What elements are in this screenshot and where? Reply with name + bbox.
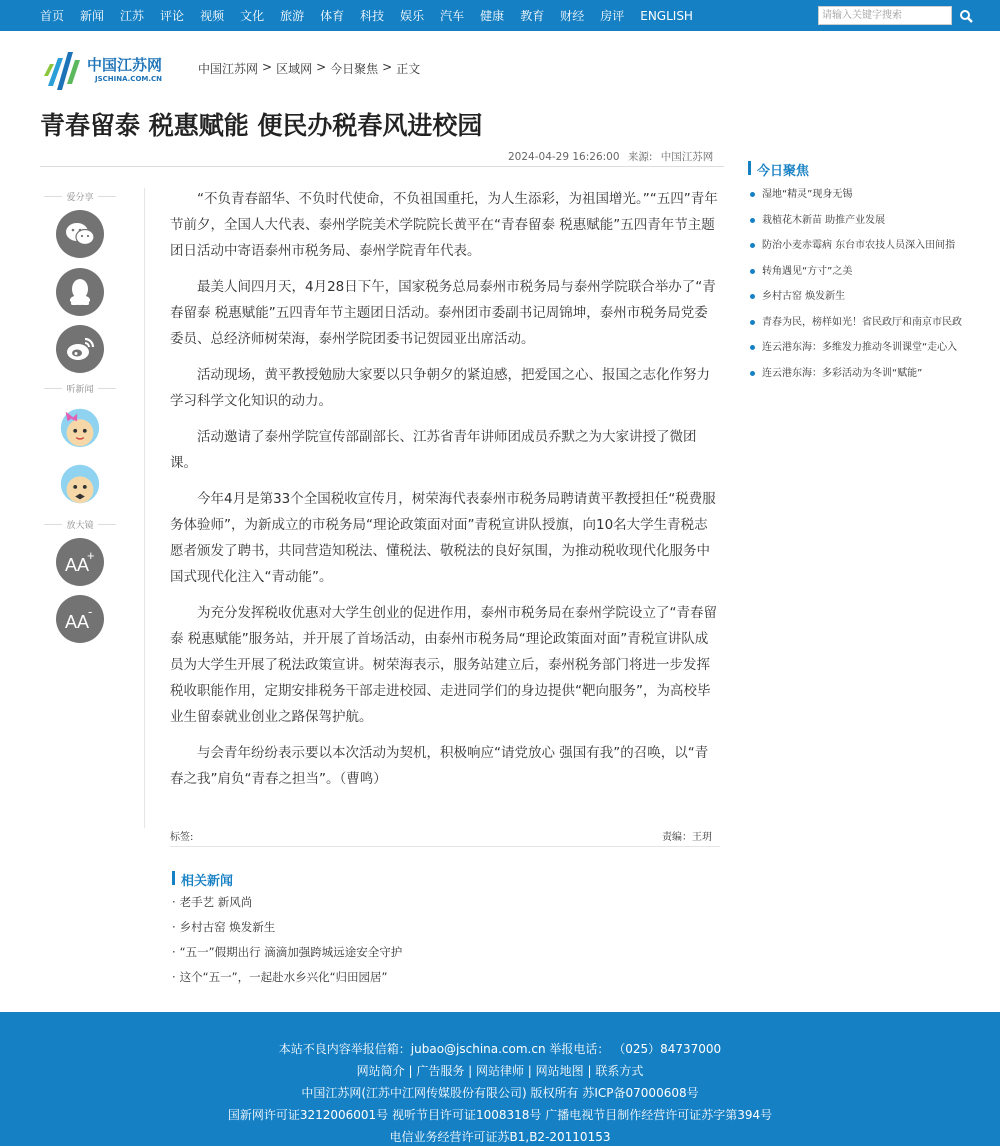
source-label: 来源: [627,151,653,163]
today-focus-item[interactable]: 湿地“精灵”现身无锡 [750,186,990,212]
article-paragraph: 最美人间四月天，4月28日下午，国家税务总局泰州市税务局与泰州学院联合举办了“青春留泰 税惠赋能”五四青年节主题团日活动。泰州团市委副书记周锦坤，泰州市税务局党委委员、总经济师树荣海，泰州学院团委书记贺园亚出席活动。 [170,279,716,347]
listen-label: 听新闻 [40,382,120,395]
footer-report-line: 本站不良内容举报信箱：jubao@jschina.com.cn 举报电话： （025）84737000 [278,1042,722,1056]
today-focus-item[interactable]: 防治小麦赤霉病 东台市农技人员深入田间指 [750,237,990,263]
related-news-item[interactable]: · 这个“五一”，一起赴水乡兴化“归田园居” [172,968,402,993]
article-paragraph: 活动现场，黄平教授勉励大家要以只争朝夕的紧迫感，把爱国之心、报国之志化作努力学习科学文化知识的动力。 [170,367,710,409]
logo-domain: JSCHINA.COM.CN [95,75,163,83]
breadcrumb-separator: > [262,60,273,74]
share-label: 爱分享 [40,190,120,203]
breadcrumb-focus[interactable]: 今日聚焦 [330,62,379,76]
article-paragraph: “不负青春韶华、不负时代使命，不负祖国重托，为人生添彩，为祖国增光。”“五四”青年节前夕，全国人大代表、泰州学院美术学院院长黄平在“青春留泰 税惠赋能”五四青年节主题团日活动中寄语泰州市税务局、泰州学院青年代表。 [170,191,718,259]
nav-item-travel[interactable]: 旅游 [280,9,305,23]
font-increase-icon [63,549,97,575]
wechat-icon [65,221,95,247]
listen-male-voice-button[interactable] [56,460,104,508]
logo-mark-icon [42,46,86,92]
article-paragraph: 与会青年纷纷表示要以本次活动为契机，积极响应“请党放心 强国有我”的召唤，以“青春之我”肩负“青春之担当”。（曹鸣） [170,745,709,787]
title-divider [40,166,724,167]
related-news-item[interactable]: · 老手艺 新风尚 [172,893,402,918]
article-paragraph: 今年4月是第33个全国税收宣传月，树荣海代表泰州市税务局聘请黄平教授担任“税费服务体验师”，为新成立的市税务局“理论政策面对面”青税宣讲队授旗，向10名大学生青税志愿者颁发了聘书，共同营造知税法、懂税法、敬税法的良好氛围，为推动税收现代化服务中国式现代化注入“青动能”。 [170,491,716,585]
footer-telecom-license: 电信业务经营许可证苏B1,B2-20110153 [389,1130,611,1144]
breadcrumb-separator: > [316,60,327,74]
weibo-icon [65,336,95,362]
related-news-item[interactable]: · “五一”假期出行 滴滴加强跨城远途安全守护 [172,943,402,968]
svg-text:AA: AA [65,555,90,575]
font-decrease-button[interactable] [56,595,104,643]
article-body [170,186,720,802]
nav-item-sports[interactable]: 体育 [320,9,345,23]
breadcrumb-current: 正文 [396,62,421,76]
breadcrumb-separator: > [382,60,393,74]
zoom-label: 放大镜 [40,518,120,531]
column-divider [144,188,145,828]
today-focus-item[interactable]: 乡村古窑 焕发新生 [750,288,990,314]
today-focus-heading: 今日聚焦 [748,160,809,179]
editor-credit: 责编：王玥 [662,832,712,843]
today-focus-item[interactable]: 连云港东海：多彩活动为冬训“赋能” [750,365,990,391]
nav-item-entertainment[interactable]: 娱乐 [400,9,425,23]
top-nav-bar [0,0,1000,31]
qq-icon [68,278,92,306]
article-title: 青春留泰 税惠赋能 便民办税春风进校园 [40,111,483,140]
nav-item-news[interactable]: 新闻 [80,9,105,23]
nav-item-tech[interactable]: 科技 [360,9,385,23]
svg-text:AA: AA [65,612,90,632]
nav-item-video[interactable]: 视频 [200,9,225,23]
male-voice-avatar-icon [56,459,104,509]
today-focus-item[interactable]: 转角遇见“方寸”之美 [750,263,990,289]
nav-item-education[interactable]: 教育 [520,9,545,23]
svg-text:+: + [87,549,95,563]
breadcrumb [198,60,424,77]
site-footer [0,1012,1000,1146]
font-increase-button[interactable] [56,538,104,586]
tags-label: 标签: [170,832,194,843]
nav-item-jiangsu[interactable]: 江苏 [120,9,145,23]
listen-female-voice-button[interactable] [56,402,104,450]
today-focus-list [750,186,990,390]
article-meta [508,149,718,164]
breadcrumb-region[interactable]: 区域网 [276,62,313,76]
search-input[interactable]: 请输入关键字搜索 [818,6,952,25]
publish-datetime: 2024-04-29 16:26:00 [508,151,620,163]
today-focus-item[interactable]: 青春为民，榜样如光！省民政厅和南京市民政 [750,314,990,340]
article-paragraph: 为充分发挥税收优惠对大学生创业的促进作用，泰州市税务局在泰州学院设立了“青春留泰 税惠赋能”服务站，并开展了首场活动，由泰州市税务局“理论政策面对面”青税宣讲队成员为大学生开展了税法政策宣讲。树荣海表示，服务站建立后，泰州税务部门将进一步发挥税收职能作用，定期安排税务干部走进校园、走进同学们的身边提供“靶向服务”，为高校毕业生留泰就业创业之路保驾护航。 [170,605,717,725]
font-decrease-icon [63,606,97,632]
footer-links[interactable]: 网站简介 | 广告服务 | 网站律师 | 网站地图 | 联系方式 [356,1064,644,1078]
breadcrumb-home[interactable]: 中国江苏网 [198,62,259,76]
logo-text: 中国江苏网 [87,56,163,74]
nav-item-culture[interactable]: 文化 [240,9,265,23]
related-news-heading: 相关新闻 [172,870,233,889]
nav-item-health[interactable]: 健康 [480,9,505,23]
nav-item-comment[interactable]: 评论 [160,9,185,23]
related-news-list [172,893,402,993]
nav-item-auto[interactable]: 汽车 [440,9,465,23]
weibo-share-button[interactable] [56,325,104,373]
related-news-item[interactable]: · 乡村古窑 焕发新生 [172,918,402,943]
today-focus-item[interactable]: 栽植花木新苗 助推产业发展 [750,212,990,238]
article-paragraph: 活动邀请了泰州学院宣传部副部长、江苏省青年讲师团成员乔默之为大家讲授了微团课。 [170,429,697,471]
wechat-share-button[interactable] [56,210,104,258]
article-divider [170,846,720,847]
nav-item-house[interactable]: 房评 [600,9,625,23]
svg-text:-: - [88,606,93,619]
nav-items [40,0,709,31]
search-icon[interactable] [958,8,976,24]
footer-licenses: 国新网许可证3212006001号 视听节目许可证1008318号 广播电视节目制作经营许可证苏字第394号 [227,1108,773,1122]
nav-item-finance[interactable]: 财经 [560,9,585,23]
today-focus-item[interactable]: 连云港东海：多维发力推动冬训课堂“走心入 [750,339,990,365]
source-name: 中国江苏网 [660,151,714,163]
qq-share-button[interactable] [56,268,104,316]
female-voice-avatar-icon [56,401,104,451]
nav-item-english[interactable]: ENGLISH [640,8,693,23]
nav-item-home[interactable]: 首页 [40,9,65,23]
footer-copyright: 中国江苏网(江苏中江网传媒股份有限公司) 版权所有 苏ICP备07000608号 [301,1086,699,1100]
